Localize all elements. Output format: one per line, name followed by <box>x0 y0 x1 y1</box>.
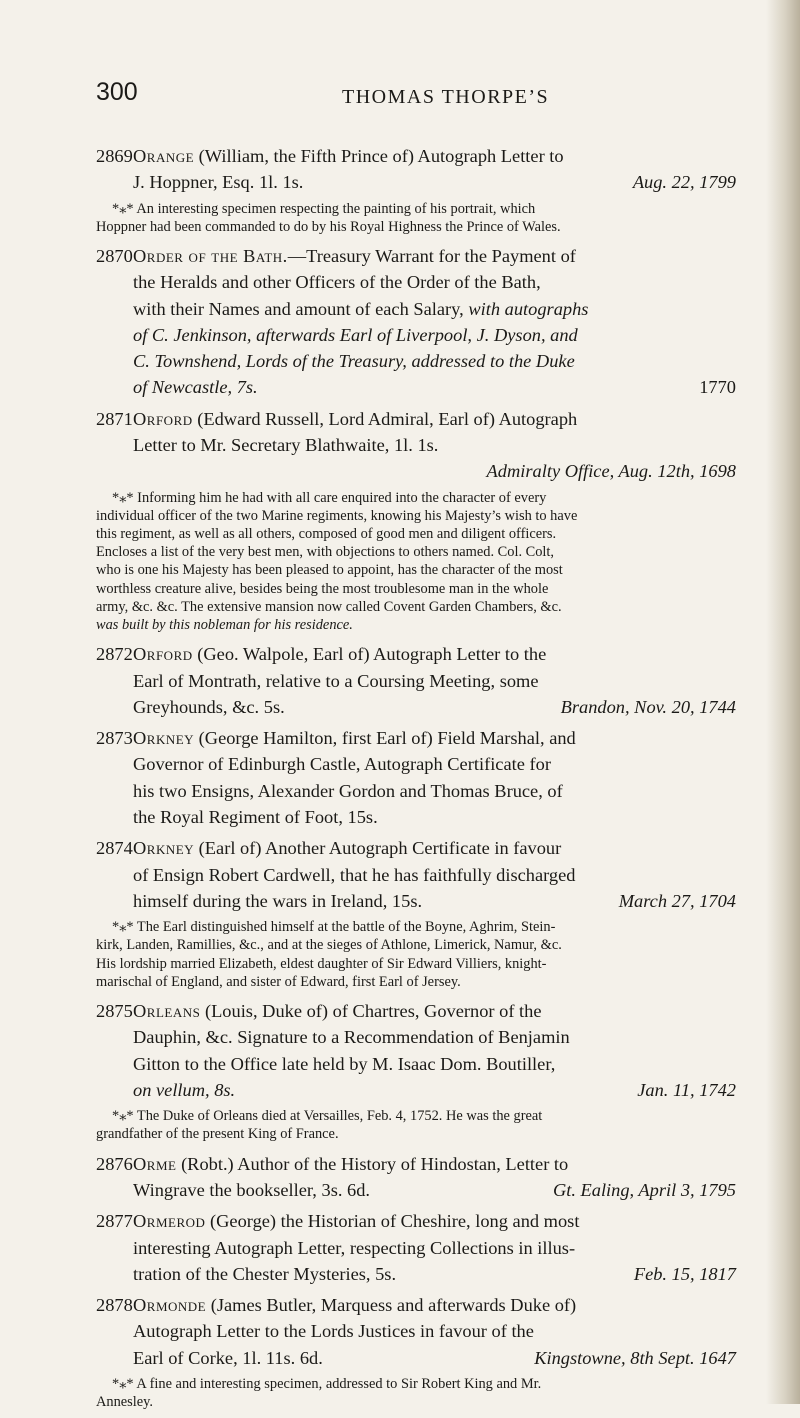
note-line: worthless creature alive, besides being the most troublesome man in the whole <box>96 580 549 597</box>
entry-note <box>96 489 736 635</box>
entry-note <box>96 918 736 991</box>
note-line: *⁎* A fine and interesting specimen, addressed to Sir Robert King and Mr. <box>112 1376 542 1393</box>
entry-note <box>96 200 736 236</box>
entry-line: J. Hoppner, Esq. 1l. 1s. <box>133 172 304 193</box>
note-line: Encloses a list of the very best men, with objections to others named. Col. Colt, <box>96 544 555 561</box>
entry-date: Feb. 15, 1817 <box>633 1263 736 1284</box>
note-line: *⁎* An interesting specimen respecting the painting of his portrait, which <box>112 200 536 217</box>
entry-date: 1770 <box>699 377 736 398</box>
entry-line: (Earl of) Another Autograph Certificate in favour <box>198 838 562 859</box>
entry-line: of Ensign Robert Cardwell, that he has faithfully discharged <box>133 864 576 885</box>
entry-2876 <box>96 1151 736 1204</box>
entry-2871 <box>96 406 736 485</box>
entry-number: 2873 <box>96 728 133 749</box>
entry-line: Earl of Corke, 1l. 11s. 6d. <box>133 1347 323 1368</box>
entry-name: Order of the Bath. <box>133 246 288 266</box>
entry-line: (William, the Fifth Prince of) Autograph Letter to <box>198 146 564 166</box>
entry-date: Kingstowne, 8th Sept. 1647 <box>534 1347 736 1368</box>
page-number: 300 <box>96 78 138 106</box>
entry-line: (George Hamilton, first Earl of) Field Marshal, and <box>198 728 576 749</box>
note-line: *⁎* Informing him he had with all care enquired into the character of every <box>112 489 547 506</box>
entry-name: Ormerod <box>133 1211 206 1232</box>
entry-date: March 27, 1704 <box>618 890 736 911</box>
entry-number: 2875 <box>96 1001 133 1022</box>
entry-2877 <box>96 1208 736 1287</box>
entry-line: Earl of Montrath, relative to a Coursing Meeting, some <box>133 670 539 691</box>
entry-name: Orkney <box>133 838 195 859</box>
entry-line: (Geo. Walpole, Earl of) Autograph Letter to the <box>197 644 547 665</box>
entry-line: the Heralds and other Officers of the Order of the Bath, <box>133 272 541 293</box>
entry-line: Gitton to the Office late held by M. Isaac Dom. Boutiller, <box>133 1053 556 1074</box>
entry-date: Aug. 22, 1799 <box>632 172 736 193</box>
entry-number: 2876 <box>96 1153 133 1174</box>
entry-2874 <box>96 835 736 914</box>
entry-line: Autograph Letter to the Lords Justices in favour of the <box>133 1321 534 1342</box>
entry-line: of Newcastle, 7s. <box>133 377 258 398</box>
entry-2875 <box>96 998 736 1103</box>
entry-number: 2870 <box>96 246 133 266</box>
entry-note <box>96 1375 736 1411</box>
entry-name: Orme <box>133 1153 177 1174</box>
entry-2872 <box>96 641 736 720</box>
entry-name: Ormonde <box>133 1295 207 1316</box>
entry-line: Greyhounds, &c. 5s. <box>133 696 285 717</box>
note-line: army, &c. &c. The extensive mansion now called Covent Garden Chambers, &c. <box>96 598 562 615</box>
note-line: Hoppner had been commanded to do by his Royal Highness the Prince of Wales. <box>96 218 561 235</box>
entry-line: (Edward Russell, Lord Admiral, Earl of) Autograph <box>197 408 578 429</box>
note-line: *⁎* The Duke of Orleans died at Versailles, Feb. 4, 1752. He was the great <box>112 1108 543 1125</box>
note-line: was built by this nobleman for his residence. <box>96 617 353 634</box>
entry-number: 2869 <box>96 146 133 166</box>
entry-line: C. Townshend, Lords of the Treasury, addressed to the Duke <box>133 351 575 372</box>
entry-line: (Robt.) Author of the History of Hindostan, Letter to <box>181 1153 569 1174</box>
note-line: kirk, Landen, Ramillies, &c., and at the sieges of Athlone, Limerick, Namur, &c. <box>96 937 562 954</box>
entry-line: his two Ensigns, Alexander Gordon and Thomas Bruce, of <box>133 780 563 801</box>
entry-number: 2874 <box>96 838 133 859</box>
entry-number: 2878 <box>96 1295 133 1316</box>
entry-name: Orange <box>133 146 195 166</box>
entry-line: Governor of Edinburgh Castle, Autograph Certificate for <box>133 754 551 775</box>
entry-name: Orford <box>133 644 193 665</box>
entry-line: (James Butler, Marquess and afterwards Duke of) <box>210 1295 577 1316</box>
entry-line: with their Names and amount of each Salary, <box>133 298 464 319</box>
entry-number: 2872 <box>96 644 133 665</box>
page-edge-shadow <box>766 0 800 1404</box>
entry-name: Orford <box>133 408 193 429</box>
note-line: His lordship married Elizabeth, eldest daughter of Sir Edward Villiers, knight- <box>96 955 547 972</box>
note-line: grandfather of the present King of France. <box>96 1126 339 1143</box>
running-head: THOMAS THORPE’S <box>342 86 550 108</box>
note-line: who is one his Majesty has been pleased to appoint, has the character of the most <box>96 562 563 579</box>
entry-line: tration of the Chester Mysteries, 5s. <box>133 1263 397 1284</box>
entry-italic: with autographs <box>468 298 589 319</box>
entry-line: on vellum, 8s. <box>133 1079 236 1100</box>
entry-line: Letter to Mr. Secretary Blathwaite, 1l. 1s. <box>133 435 439 456</box>
entry-2878 <box>96 1292 736 1371</box>
note-line: marischal of England, and sister of Edward, first Earl of Jersey. <box>96 973 461 990</box>
entry-line: Wingrave the bookseller, 3s. 6d. <box>133 1179 371 1200</box>
entry-line: (George) the Historian of Cheshire, long and most <box>210 1211 580 1232</box>
entry-date: Gt. Ealing, April 3, 1795 <box>552 1179 736 1200</box>
note-line: this regiment, as well as all others, composed of good men and diligent officers. <box>96 526 557 543</box>
entry-name: Orkney <box>133 728 195 749</box>
note-line: Annesley. <box>96 1394 154 1411</box>
entry-date: Brandon, Nov. 20, 1744 <box>560 696 736 717</box>
entry-date: Admiralty Office, Aug. 12th, 1698 <box>486 461 736 482</box>
entry-line: the Royal Regiment of Foot, 15s. <box>133 807 378 828</box>
entry-line: interesting Autograph Letter, respecting Collections in illus- <box>133 1237 576 1258</box>
entry-2869 <box>96 143 736 196</box>
note-line: individual officer of the two Marine regiments, knowing his Majesty’s wish to have <box>96 507 578 524</box>
entry-2870 <box>96 243 736 401</box>
entry-number: 2877 <box>96 1211 133 1232</box>
entry-number: 2871 <box>96 408 133 429</box>
entry-line: of C. Jenkinson, afterwards Earl of Liverpool, J. Dyson, and <box>133 324 578 345</box>
entry-line: (Louis, Duke of) of Chartres, Governor of the <box>204 1001 542 1022</box>
entry-note <box>96 1107 736 1143</box>
entry-line: himself during the wars in Ireland, 15s. <box>133 890 423 911</box>
entry-date: Jan. 11, 1742 <box>637 1079 736 1100</box>
note-line: *⁎* The Earl distinguished himself at the battle of the Boyne, Aghrim, Stein- <box>112 919 556 936</box>
page-header <box>96 78 736 114</box>
entry-line: —Treasury Warrant for the Payment of <box>287 246 576 266</box>
entry-2873 <box>96 725 736 830</box>
catalogue-body <box>96 143 736 1418</box>
entry-line: Dauphin, &c. Signature to a Recommendation of Benjamin <box>133 1027 570 1048</box>
entry-name: Orleans <box>133 1001 201 1022</box>
